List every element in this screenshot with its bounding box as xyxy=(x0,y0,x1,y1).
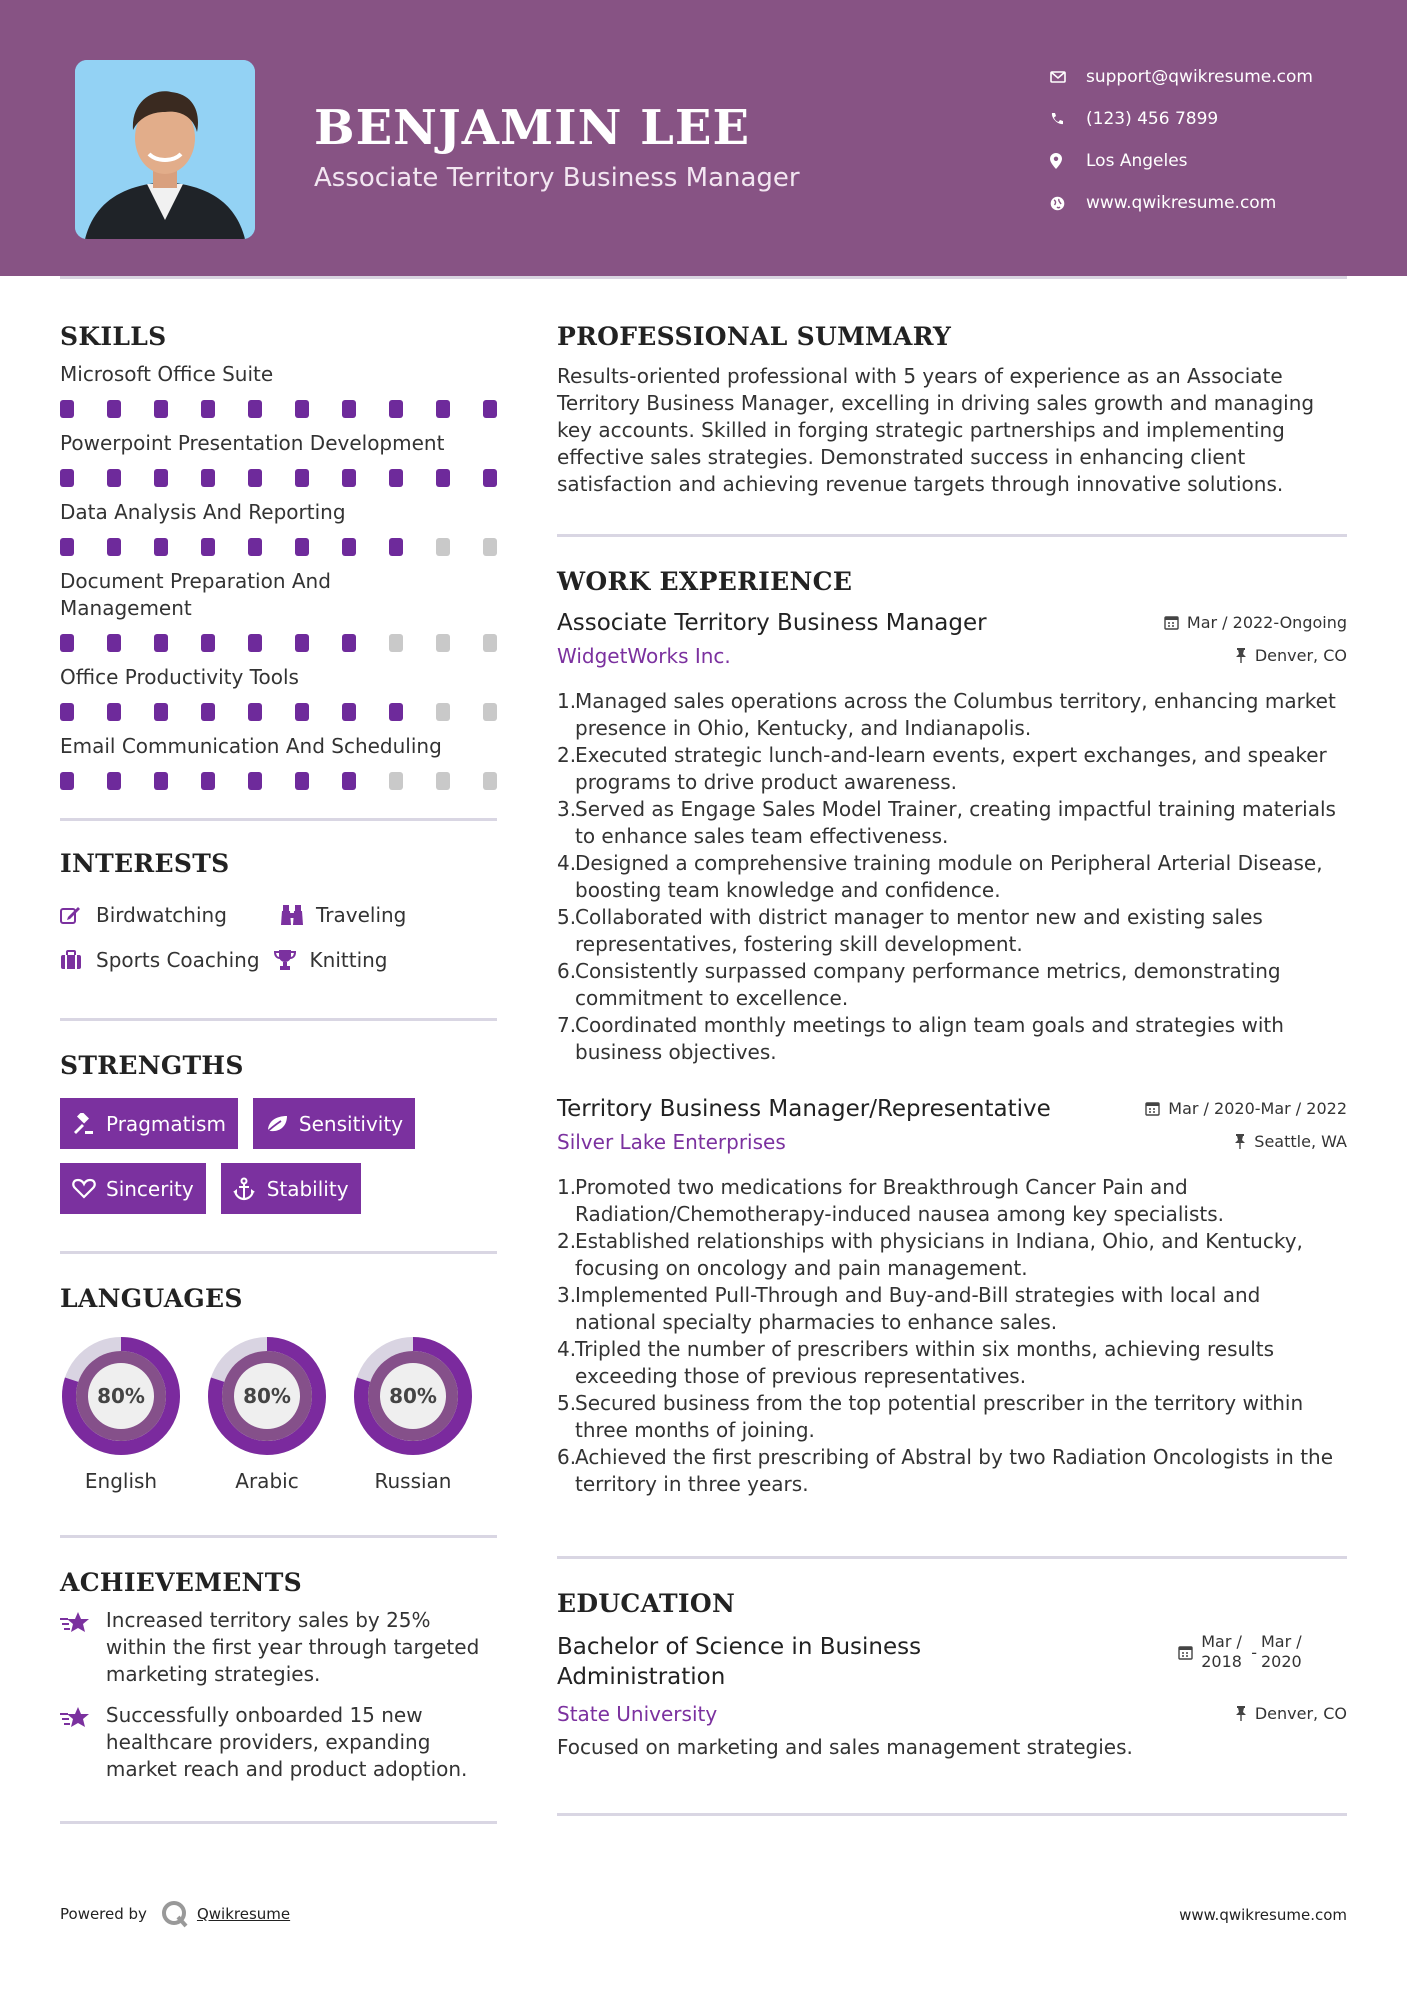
rating-dot-filled xyxy=(201,469,215,487)
contact-location-text: Los Angeles xyxy=(1086,151,1188,171)
rating-dot-filled xyxy=(201,634,215,652)
skill-rating xyxy=(60,634,497,652)
language-percent: 80% xyxy=(97,1384,145,1408)
rating-dot-empty xyxy=(436,772,450,790)
rating-dot-filled xyxy=(342,400,356,418)
date-separator: - xyxy=(1251,1642,1257,1662)
job-bullet: 1.Managed sales operations across the Columbus territory, enhancing market presence in Ohio, Kentucky, and Indianapolis. xyxy=(557,689,1336,740)
contact-phone-text: (123) 456 7899 xyxy=(1086,109,1219,129)
job-title: Associate Territory Business Manager xyxy=(557,610,987,636)
rating-dot-filled xyxy=(342,703,356,721)
strength-tag xyxy=(221,1163,361,1214)
right-column xyxy=(557,322,1347,1816)
strength-tag xyxy=(60,1098,238,1149)
skill-rating xyxy=(60,469,497,487)
job-bullet: 3.Implemented Pull-Through and Buy-and-Bill strategies with local and national specialty pharmacies to enhance sales. xyxy=(557,1283,1261,1334)
rating-dot-empty xyxy=(483,703,497,721)
rating-dot-filled xyxy=(248,400,262,418)
skill-rating xyxy=(60,400,497,418)
experience-heading: WORK EXPERIENCE xyxy=(557,567,853,596)
job-bullet: 4.Designed a comprehensive training module on Peripheral Arterial Disease, boosting team knowledge and confidence. xyxy=(557,851,1323,902)
language-item xyxy=(206,1335,328,1493)
pin-icon xyxy=(1235,1706,1247,1721)
skill-name: Powerpoint Presentation Development xyxy=(60,431,445,455)
language-percent: 80% xyxy=(389,1384,437,1408)
job-subheader xyxy=(557,1130,1347,1154)
job-bullet: 6.Achieved the first prescribing of Abstral by two Radiation Oncologists in the territory in three years. xyxy=(557,1445,1334,1496)
rating-dot-filled xyxy=(483,400,497,418)
section-divider xyxy=(557,1813,1347,1816)
language-ring xyxy=(60,1335,182,1457)
job-header xyxy=(557,1096,1347,1122)
section-divider xyxy=(60,818,497,821)
rating-dot-filled xyxy=(60,634,74,652)
job-bullet: 7.Coordinated monthly meetings to align team goals and strategies with business objectives. xyxy=(557,1013,1284,1064)
strength-label: Sincerity xyxy=(106,1176,194,1201)
strengths-section xyxy=(60,1051,497,1228)
candidate-title: Associate Territory Business Manager xyxy=(314,163,800,193)
rating-dot-empty xyxy=(483,538,497,556)
interest-item xyxy=(60,892,266,937)
rating-dot-filled xyxy=(248,469,262,487)
rating-dot-empty xyxy=(483,634,497,652)
language-percent: 80% xyxy=(243,1384,291,1408)
profile-photo xyxy=(75,60,255,239)
job-entry xyxy=(557,610,1347,1066)
rating-dot-empty xyxy=(389,634,403,652)
education-location-text: Denver, CO xyxy=(1254,1704,1347,1723)
rating-dot-filled xyxy=(107,772,121,790)
job-dates xyxy=(1145,1099,1347,1118)
company-name: WidgetWorks Inc. xyxy=(557,644,731,668)
rating-dot-filled xyxy=(107,634,121,652)
globe-icon xyxy=(1050,196,1086,211)
rating-dot-filled xyxy=(60,469,74,487)
interest-item xyxy=(280,892,406,937)
rating-dot-filled xyxy=(295,634,309,652)
star-icon xyxy=(60,1607,106,1688)
achievement-item xyxy=(60,1607,497,1688)
achievement-text: Successfully onboarded 15 new healthcare providers, expanding market reach and product adoption. xyxy=(105,1703,468,1781)
rating-dot-filled xyxy=(248,538,262,556)
education-location xyxy=(1235,1704,1347,1723)
rating-dot-filled xyxy=(248,634,262,652)
rating-dot-filled xyxy=(389,400,403,418)
skill-name: Microsoft Office Suite xyxy=(60,362,274,386)
gavel-icon xyxy=(72,1113,106,1135)
skill-name: Data Analysis And Reporting xyxy=(60,500,346,524)
envelope-icon xyxy=(1050,71,1086,83)
job-location xyxy=(1235,646,1347,665)
leaf-icon xyxy=(265,1114,299,1134)
binoculars-icon xyxy=(280,904,316,926)
rating-dot-filled xyxy=(295,703,309,721)
summary-heading: PROFESSIONAL SUMMARY xyxy=(557,322,952,351)
achievements-heading: ACHIEVEMENTS xyxy=(60,1568,302,1597)
left-column xyxy=(60,322,497,1824)
skill-rating xyxy=(60,703,497,721)
language-label: English xyxy=(84,1469,158,1493)
rating-dot-filled xyxy=(60,538,74,556)
rating-dot-filled xyxy=(389,538,403,556)
language-label: Russian xyxy=(374,1469,452,1493)
job-bullets xyxy=(557,688,1347,1066)
job-subheader xyxy=(557,644,1347,668)
language-ring xyxy=(352,1335,474,1457)
job-bullet: 1.Promoted two medications for Breakthrough Cancer Pain and Radiation/Chemotherapy-induced nausea among key specialists. xyxy=(557,1175,1224,1226)
education-description: Focused on marketing and sales management strategies. xyxy=(557,1735,1133,1759)
rating-dot-filled xyxy=(483,469,497,487)
rating-dot-filled xyxy=(201,703,215,721)
skill-rating xyxy=(60,538,497,556)
education-subheader xyxy=(557,1702,1347,1726)
rating-dot-empty xyxy=(436,634,450,652)
interest-item xyxy=(274,937,388,982)
job-location xyxy=(1234,1132,1347,1151)
rating-dot-filled xyxy=(389,703,403,721)
calendar-icon xyxy=(1164,615,1179,630)
languages-list xyxy=(60,1335,497,1493)
edit-icon xyxy=(60,905,96,925)
skill-name: Document Preparation And Management xyxy=(60,569,331,620)
interests-list xyxy=(60,892,497,982)
heart-icon xyxy=(72,1178,106,1199)
job-header xyxy=(557,610,1347,636)
rating-dot-filled xyxy=(107,400,121,418)
job-dates-text: Mar / 2022-Ongoing xyxy=(1186,613,1347,632)
section-divider xyxy=(60,1251,497,1254)
pin-icon xyxy=(1235,648,1247,663)
rating-dot-filled xyxy=(436,400,450,418)
candidate-name: BENJAMIN LEE xyxy=(314,100,751,156)
summary-text: Results-oriented professional with 5 years of experience as an Associate Territory Business Manager, excelling in driving sales growth and managing key accounts. Skilled in forging strategic partnerships and implementing effective sales strategies. Demonstrated success in enhancing client satisfaction and achieving revenue targets through innovative solutions. xyxy=(557,364,1315,496)
rating-dot-filled xyxy=(154,772,168,790)
interests-section xyxy=(60,849,497,982)
achievement-item xyxy=(60,1702,497,1783)
rating-dot-empty xyxy=(389,772,403,790)
rating-dot-filled xyxy=(154,469,168,487)
rating-dot-filled xyxy=(342,634,356,652)
rating-dot-filled xyxy=(295,772,309,790)
job-bullets xyxy=(557,1174,1347,1498)
footer-powered-by xyxy=(60,1900,290,1928)
rating-dot-empty xyxy=(436,538,450,556)
education-dates xyxy=(1178,1632,1307,1672)
interest-label: Traveling xyxy=(316,902,407,927)
education-date-start: Mar / 2018 xyxy=(1201,1632,1242,1671)
qwikresume-link[interactable]: Qwikresume xyxy=(196,1905,291,1923)
rating-dot-filled xyxy=(295,538,309,556)
rating-dot-filled xyxy=(60,772,74,790)
anchor-icon xyxy=(233,1177,267,1201)
strength-label: Sensitivity xyxy=(298,1111,404,1136)
map-pin-icon xyxy=(1050,153,1086,169)
strength-tag xyxy=(60,1163,206,1214)
education-section xyxy=(557,1589,1347,1761)
job-bullet: 5.Collaborated with district manager to mentor new and existing sales representatives, fostering skill development. xyxy=(557,905,1263,956)
strength-tag xyxy=(253,1098,415,1149)
skill-name: Office Productivity Tools xyxy=(60,665,299,689)
rating-dot-filled xyxy=(248,772,262,790)
strengths-heading: STRENGTHS xyxy=(60,1051,244,1080)
interest-label: Sports Coaching xyxy=(96,947,260,972)
contact-website[interactable] xyxy=(1050,182,1313,224)
rating-dot-filled xyxy=(248,703,262,721)
rating-dot-filled xyxy=(107,538,121,556)
section-divider xyxy=(60,1821,497,1824)
rating-dot-filled xyxy=(436,469,450,487)
section-divider xyxy=(557,1556,1347,1559)
rating-dot-filled xyxy=(154,538,168,556)
education-header xyxy=(557,1632,1347,1692)
footer-url[interactable]: www.qwikresume.com xyxy=(1179,1906,1347,1924)
language-item xyxy=(60,1335,182,1493)
calendar-icon xyxy=(1178,1645,1193,1660)
language-label: Arabic xyxy=(235,1469,299,1493)
job-bullet: 5.Secured business from the top potential prescriber in the territory within three months of joining. xyxy=(557,1391,1304,1442)
contact-email-text: support@qwikresume.com xyxy=(1086,67,1313,87)
degree-title: Bachelor of Science in Business Administration xyxy=(557,1634,922,1690)
contact-website-text: www.qwikresume.com xyxy=(1086,193,1277,213)
rating-dot-filled xyxy=(342,772,356,790)
rating-dot-filled xyxy=(201,772,215,790)
strength-label: Pragmatism xyxy=(106,1111,226,1136)
contact-location xyxy=(1050,140,1313,182)
languages-section xyxy=(60,1284,497,1493)
rating-dot-filled xyxy=(60,400,74,418)
job-entry xyxy=(557,1096,1347,1498)
achievement-text: Increased territory sales by 25% within the first year through targeted marketing strategies. xyxy=(105,1608,480,1686)
experience-section xyxy=(557,567,1347,1498)
achievements-section xyxy=(60,1568,497,1783)
job-dates xyxy=(1164,613,1347,632)
rating-dot-filled xyxy=(295,469,309,487)
rating-dot-filled xyxy=(107,469,121,487)
job-location-text: Seattle, WA xyxy=(1254,1132,1347,1151)
rating-dot-filled xyxy=(154,634,168,652)
header-divider xyxy=(60,276,1347,279)
job-location-text: Denver, CO xyxy=(1254,646,1347,665)
skills-heading: SKILLS xyxy=(60,322,167,351)
contact-list xyxy=(1050,56,1313,224)
interests-heading: INTERESTS xyxy=(60,849,230,878)
rating-dot-filled xyxy=(107,703,121,721)
trophy-icon xyxy=(274,949,310,971)
strength-label: Stability xyxy=(266,1176,349,1201)
job-dates-text: Mar / 2020-Mar / 2022 xyxy=(1168,1099,1347,1118)
section-divider xyxy=(60,1018,497,1021)
rating-dot-filled xyxy=(295,400,309,418)
rating-dot-filled xyxy=(154,400,168,418)
rating-dot-filled xyxy=(60,703,74,721)
company-name: Silver Lake Enterprises xyxy=(557,1130,786,1154)
briefcase-icon xyxy=(60,950,96,970)
skills-list xyxy=(60,361,497,790)
language-item xyxy=(352,1335,474,1493)
job-bullet: 4.Tripled the number of prescribers within six months, achieving results exceeding those of previous representatives. xyxy=(557,1337,1275,1388)
job-bullet: 6.Consistently surpassed company performance metrics, demonstrating commitment to excellence. xyxy=(557,959,1281,1010)
contact-email[interactable] xyxy=(1050,56,1313,98)
pin-icon xyxy=(1234,1134,1246,1149)
rating-dot-filled xyxy=(389,469,403,487)
job-bullet: 2.Established relationships with physicians in Indiana, Ohio, and Kentucky, focusing on oncology and pain management. xyxy=(557,1229,1303,1280)
interest-label: Birdwatching xyxy=(96,902,227,927)
rating-dot-filled xyxy=(201,538,215,556)
star-icon xyxy=(60,1702,106,1783)
summary-section xyxy=(557,322,1347,498)
education-date-end: Mar / 2020 xyxy=(1261,1632,1302,1671)
skills-section xyxy=(60,322,497,790)
rating-dot-filled xyxy=(342,538,356,556)
interest-item xyxy=(60,937,260,982)
rating-dot-filled xyxy=(201,400,215,418)
section-divider xyxy=(557,534,1347,537)
education-heading: EDUCATION xyxy=(557,1589,736,1618)
phone-icon xyxy=(1050,112,1086,126)
skill-rating xyxy=(60,772,497,790)
language-ring xyxy=(206,1335,328,1457)
strengths-list xyxy=(60,1098,497,1228)
rating-dot-empty xyxy=(483,772,497,790)
calendar-icon xyxy=(1145,1101,1160,1116)
skill-name: Email Communication And Scheduling xyxy=(60,734,442,758)
interest-label: Knitting xyxy=(309,947,388,972)
school-name: State University xyxy=(557,1702,718,1726)
qwikresume-logo-icon xyxy=(161,1900,189,1928)
job-bullet: 3.Served as Engage Sales Model Trainer, creating impactful training materials to enhance sales team effectiveness. xyxy=(557,797,1336,848)
rating-dot-filled xyxy=(342,469,356,487)
rating-dot-filled xyxy=(154,703,168,721)
powered-by-label: Powered by xyxy=(60,1905,147,1923)
section-divider xyxy=(60,1535,497,1538)
job-bullet: 2.Executed strategic lunch-and-learn events, expert exchanges, and speaker programs to drive product awareness. xyxy=(557,743,1327,794)
languages-heading: LANGUAGES xyxy=(60,1284,243,1313)
resume-header xyxy=(0,0,1407,276)
contact-phone[interactable] xyxy=(1050,98,1313,140)
job-title: Territory Business Manager/Representative xyxy=(557,1096,1051,1122)
rating-dot-empty xyxy=(436,703,450,721)
